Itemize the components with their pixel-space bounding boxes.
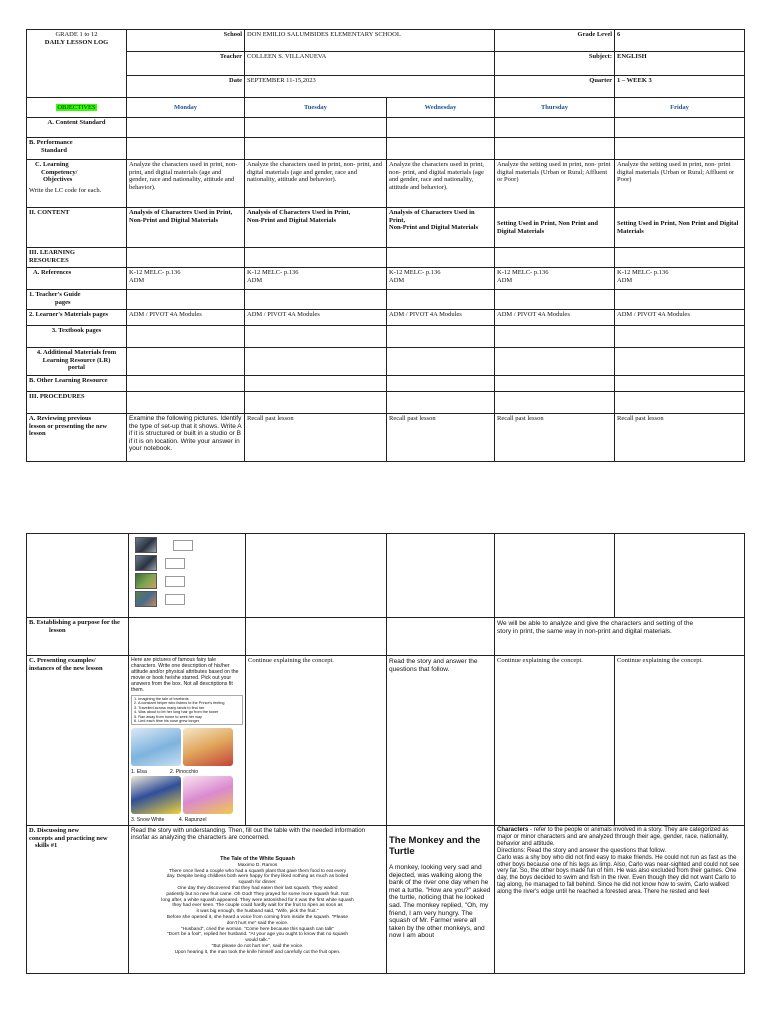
content-thursday: Setting Used in Print, Non Print and Digital Materials <box>495 208 615 248</box>
elsa-picture <box>131 728 181 766</box>
discussing-l3: skills #1 <box>35 842 58 850</box>
description-box <box>131 695 243 725</box>
box-line: 4. Was about to let her long hair go from the tower <box>134 710 219 715</box>
cell <box>495 138 615 160</box>
row-content: II. CONTENT <box>27 208 127 248</box>
box-line: 6. Lied each time his nose grew longer <box>134 719 200 724</box>
row-reviewing <box>27 414 127 462</box>
cell <box>387 618 495 656</box>
additional-l3: portal <box>68 364 85 372</box>
content-tuesday-l2: Non-Print and Digital Materials <box>247 216 337 224</box>
row-performance-standard <box>27 138 127 160</box>
day-friday: Friday <box>615 98 745 118</box>
ref-l2: ADM <box>617 276 633 284</box>
competency-thursday: Analyze the setting used in print, non- print digital materials (Urban or Rural; Affluent or Poor) <box>495 160 615 208</box>
day-monday: Monday <box>127 98 245 118</box>
cell <box>245 376 387 392</box>
reviewing-friday: Recall past lesson <box>615 414 745 462</box>
cell <box>495 118 615 138</box>
ref-l1: K-12 MELC- p.136 <box>617 269 669 276</box>
thu-directions: Directions: Read the story and answer the questions that follow. <box>497 847 667 854</box>
presenting-friday: Continue explaining the concept. <box>615 656 745 826</box>
learning-resources-l2: RESOURCES <box>29 256 69 264</box>
reviewing-l3: lesson <box>29 430 46 438</box>
references-monday <box>127 268 245 290</box>
cell <box>387 118 495 138</box>
cell <box>495 392 615 414</box>
discussing-intro: Read the story with understanding. Then, fill out the table with the needed information insofar as analyzing the characters are concerned. <box>131 827 366 841</box>
cell <box>127 348 245 376</box>
cell <box>246 618 387 656</box>
cell <box>245 392 387 414</box>
setup-photo-4 <box>135 591 157 607</box>
row-procedures: III. PROCEDURES <box>27 392 127 414</box>
cell <box>27 534 129 618</box>
daily-lesson-log-continuation <box>26 533 745 974</box>
row-teachers-guide <box>27 290 127 310</box>
cell <box>127 138 245 160</box>
learners-materials-wednesday: ADM / PIVOT 4A Modules <box>387 310 495 326</box>
wed-story-title: The Monkey and the Turtle <box>389 835 481 857</box>
cell <box>245 326 387 348</box>
learners-materials-friday: ADM / PIVOT 4A Modules <box>615 310 745 326</box>
snow-white-picture <box>131 776 181 814</box>
answer-box <box>173 540 193 551</box>
rapunzel-picture <box>183 776 233 814</box>
ref-l2: ADM <box>247 276 263 284</box>
ref-l2: ADM <box>497 276 513 284</box>
learning-resources-l1: III. LEARNING <box>29 249 75 256</box>
cell <box>495 326 615 348</box>
competency-note: Write the LC code for each. <box>29 186 102 194</box>
box-line: 3. Travelled across many lands to find her <box>134 705 205 710</box>
answer-box <box>165 594 185 605</box>
day-tuesday: Tuesday <box>245 98 387 118</box>
story-line: There once lived a couple who had a squash plant that gave them food to eat every <box>168 868 347 874</box>
story-line: day. Despite being childless both were happy for they liked nothing as much as boiled <box>166 874 349 880</box>
cell <box>615 392 745 414</box>
purpose-l2: lesson <box>49 626 66 634</box>
purpose-text-l1: We will be able to analyze and give the characters and setting of the <box>497 620 694 627</box>
cell <box>387 248 495 268</box>
references-wednesday <box>387 268 495 290</box>
log-title: DAILY LESSON LOG <box>44 38 109 46</box>
cell <box>615 248 745 268</box>
learners-materials-tuesday: ADM / PIVOT 4A Modules <box>245 310 387 326</box>
cell <box>495 534 615 618</box>
story-line: "But please do not hurt me", said the voice. <box>211 943 304 949</box>
competency-label-2: Competency/ <box>41 168 78 176</box>
quarter-value: 1 – WEEK 3 <box>615 76 745 98</box>
learners-materials-monday: ADM / PIVOT 4A Modules <box>127 310 245 326</box>
reviewing-l1: A. Reviewing previous <box>29 415 92 422</box>
learners-materials-thursday: ADM / PIVOT 4A Modules <box>495 310 615 326</box>
subject-label: Subject: <box>495 52 615 76</box>
presenting-l2: instances of the new lesson <box>29 664 103 672</box>
row-textbook: 3. Textbook pages <box>27 326 127 348</box>
cell <box>127 326 245 348</box>
reviewing-thursday: Recall past lesson <box>495 414 615 462</box>
toon-labels-row2 <box>131 817 243 823</box>
story-line: it was big enough, the husband said, "Wife, pick the fruit." <box>196 909 319 915</box>
story-line: "Husband", cried the woman. "Come here because this squash can talk" <box>180 926 335 932</box>
cell <box>615 376 745 392</box>
cell <box>387 290 495 310</box>
purpose-text-l2: story in print, the same way in non-print and digital materials. <box>497 627 672 635</box>
toon-label: 3. Snow White <box>131 816 165 823</box>
presenting-tuesday: Continue explaining the concept. <box>246 656 387 826</box>
cell <box>127 248 245 268</box>
pinocchio-picture <box>183 728 233 766</box>
box-line: 1. Imagining the tale of lovebirds <box>134 697 189 701</box>
cell <box>245 248 387 268</box>
cell <box>387 376 495 392</box>
story-line: don't hurt me" said the voice. <box>226 920 289 926</box>
story-author: Maximo D. Ramos <box>237 862 278 868</box>
setup-photo-2 <box>135 555 157 571</box>
grade-level-value: 6 <box>615 30 745 52</box>
teacher-value: COLLEEN S. VILLANUEVA <box>245 52 495 76</box>
answer-box <box>165 558 185 569</box>
story-line: One day they discovered that they had eaten their last squash. They waited <box>177 885 338 891</box>
discussing-wednesday <box>387 826 495 974</box>
content-wednesday <box>387 208 495 248</box>
row-purpose <box>27 618 129 656</box>
reviewing-monday: Examine the following pictures. Identify the type of set-up that it shows. Write A if it is structured or built in a studio or B if it is on location. Write your answer in your notebook. <box>127 414 245 462</box>
discussing-thursday <box>495 826 745 974</box>
objectives-header <box>27 98 127 118</box>
cell <box>387 392 495 414</box>
reviewing-l2: lesson or presenting the new <box>29 422 108 430</box>
grade-range: GRADE 1 to 12 <box>55 31 98 38</box>
teacher-label: Teacher <box>127 52 245 76</box>
cell <box>495 376 615 392</box>
references-thursday <box>495 268 615 290</box>
story-line: patiently but no new fruit came. Oh God! They prayed for some more squash fruit. Not <box>166 891 349 897</box>
toon-label: 1. Elsa <box>131 769 147 776</box>
cell <box>127 392 245 414</box>
discussing-monday <box>129 826 387 974</box>
school-value: DON EMILIO SALUMBIDES ELEMENTARY SCHOOL <box>245 30 495 52</box>
objectives-label: OBJECTIVES <box>57 103 96 111</box>
picture-row <box>135 573 243 589</box>
cell <box>387 138 495 160</box>
ref-l1: K-12 MELC- p.136 <box>129 269 181 276</box>
story-line: squash for dinner. <box>238 880 277 886</box>
row-other-resource: B. Other Learning Resource <box>27 376 127 392</box>
content-friday: Setting Used in Print, Non Print and Digital Materials <box>615 208 745 248</box>
characters-definition: - refer to the people or animals involved in a story. They are categorized as major or minor characters and are analyzed through their age, gender, race, nationality, behavior and attitude. <box>497 827 729 847</box>
story-line: long after, a white squash appeared. They were astonished for it was the first white squash <box>161 897 354 903</box>
grade-level-label: Grade Level <box>495 30 615 52</box>
cell <box>245 118 387 138</box>
toon-label: 4. Rapunzel <box>178 816 207 823</box>
cell <box>127 118 245 138</box>
ref-l1: K-12 MELC- p.136 <box>497 269 549 276</box>
answer-box <box>165 576 185 587</box>
subject-value: ENGLISH <box>615 52 745 76</box>
cell <box>245 138 387 160</box>
presenting-l1: C. Presenting examples/ <box>29 657 96 664</box>
story-line: they had ever seen. The couple could hardly wait for the fruit to ripen as soon as <box>172 903 343 909</box>
box-line: 5. Ran away from home to seek her way <box>134 714 202 719</box>
row-learners-materials: 2. Learner's Materials pages <box>27 310 127 326</box>
row-presenting <box>27 656 129 826</box>
wed-story-text: A monkey, looking very sad and dejected, was walking along the bank of the river one day when he met a turtle. "How are you?" asked the turtle, noticing that he looked sad. The monkey replied, "Oh, my friend, I am very hungry. The squash of Mr. Farmer were all taken by the other monkeys, and now I am about <box>389 864 491 940</box>
quarter-label: Quarter <box>495 76 615 98</box>
ref-l1: K-12 MELC- p.136 <box>389 269 441 276</box>
purpose-l1: B. Establishing a purpose for the <box>29 619 120 626</box>
additional-l2: Learning Resource (LR) <box>42 356 111 364</box>
additional-l1: 4. Additional Materials from <box>36 349 117 356</box>
cell <box>127 290 245 310</box>
cell <box>615 290 745 310</box>
day-wednesday: Wednesday <box>387 98 495 118</box>
teachers-guide-l1: 1. Teacher's Guide <box>29 291 81 298</box>
character-pictures <box>131 727 243 822</box>
row-discussing <box>27 826 129 974</box>
characters-term: Characters <box>497 827 529 833</box>
row-additional-materials <box>27 348 127 376</box>
date-label: Date <box>127 76 245 98</box>
content-monday <box>127 208 245 248</box>
presenting-thursday: Continue explaining the concept. <box>495 656 615 826</box>
presenting-monday <box>129 656 246 826</box>
ref-l2: ADM <box>389 276 405 284</box>
day-thursday: Thursday <box>495 98 615 118</box>
competency-label-1: C. Learning <box>35 161 69 168</box>
reviewing-tuesday: Recall past lesson <box>245 414 387 462</box>
story-line: Before she opened it, she heard a voice from coming from inside the squash. "Please <box>166 914 349 920</box>
setup-photo-1 <box>135 537 157 553</box>
presenting-monday-text: Here are pictures of famous fairy tale characters. Write one description of his/her attitude and/or physical attributes based on the movie or book he/she starred. Pick out your answers from the box. Not all descriptions fit them. <box>131 657 239 693</box>
thu-story: Carlo was a shy boy who did not find easy to make friends. He could not run as fast as the other boys because one of his legs as limp. Also, Carlo was near-sighted and could not see very far. So, the other boys made fun of him. He was also excluded from their games. One day, the boys decided to swim and fish in the river. Even though they did not want Carlo to tag along, he managed to fall behind. Since he did not know how to swim, Carlo walked along the river's edge until he reached a forested area. There he rested and feel <box>497 854 740 896</box>
cell <box>495 290 615 310</box>
cell <box>495 248 615 268</box>
picture-row <box>135 537 243 553</box>
row-content-standard: A. Content Standard <box>27 118 127 138</box>
competency-wednesday: Analyze the characters used in print, non- print, and digital materials (age and gender, race and nationality, attitude and behavior). <box>387 160 495 208</box>
cell <box>615 348 745 376</box>
purpose-text <box>495 618 745 656</box>
cell <box>129 618 246 656</box>
cell <box>246 534 387 618</box>
cell <box>245 348 387 376</box>
picture-row <box>135 591 243 607</box>
story-title: The Tale of the White Squash <box>220 856 295 862</box>
cell <box>245 290 387 310</box>
ref-l1: K-12 MELC- p.136 <box>247 269 299 276</box>
box-line: 2. A constant helper who listens to the Prince's feeling <box>134 701 225 706</box>
cell <box>127 376 245 392</box>
discussing-l1: D. Discussing new <box>29 827 80 834</box>
story-line: Upon hearing it, the man took the knife himself and carefully cut the fruit open. <box>174 949 341 955</box>
performance-label-1: B. Performance <box>29 139 73 146</box>
cell <box>387 534 495 618</box>
cell <box>387 348 495 376</box>
cell <box>615 326 745 348</box>
content-wednesday-l2: Non-Print and Digital Materials <box>389 224 479 232</box>
competency-label-3: Objectives <box>43 176 73 184</box>
date-value: SEPTEMBER 11-15,2023 <box>245 76 495 98</box>
row-references: A. References <box>27 268 127 290</box>
references-friday <box>615 268 745 290</box>
cell <box>615 534 745 618</box>
content-tuesday <box>245 208 387 248</box>
content-monday-l2: Non-Print and Digital Materials <box>129 216 219 224</box>
story-line: would talk." <box>245 938 270 944</box>
competency-tuesday: Analyze the characters used in print, non- print, and digital materials (age and gender, race and nationality, attitude and behavior). <box>245 160 387 208</box>
competency-monday: Analyze the characters used in print, non- print, and digital materials (age and gender, race and nationality, attitude and behavior). <box>127 160 245 208</box>
setup-photo-3 <box>135 573 157 589</box>
content-monday-l1: Analysis of Characters Used in Print, <box>129 209 233 216</box>
teachers-guide-l2: pages <box>55 298 71 306</box>
performance-label-2: Standard <box>41 146 68 154</box>
cell <box>615 118 745 138</box>
row-competency <box>27 160 127 208</box>
content-wednesday-l1: Analysis of Characters Used in Print, <box>389 209 475 224</box>
discussing-l2: concepts and practicing new <box>29 834 108 842</box>
daily-lesson-log-table <box>26 29 745 462</box>
school-label: School <box>127 30 245 52</box>
ref-l2: ADM <box>129 276 145 284</box>
dll-title-cell <box>27 30 127 98</box>
toon-label: 2. Pinocchio <box>169 769 199 776</box>
picture-row <box>135 555 243 571</box>
story-line: "Don't be a fool", replied her husband. "At your age you ought to know that no squash <box>166 932 349 938</box>
references-tuesday <box>245 268 387 290</box>
competency-friday: Analyze the setting used in print, non- print digital materials (Urban or Rural; Affluent or Poor) <box>615 160 745 208</box>
cell <box>615 138 745 160</box>
cell <box>387 326 495 348</box>
thu-characters-def <box>497 827 742 848</box>
content-tuesday-l1: Analysis of Characters Used in Print, <box>247 209 351 216</box>
pictures-monday <box>129 534 246 618</box>
row-learning-resources <box>27 248 127 268</box>
presenting-wednesday: Read the story and answer the questions that follow. <box>387 656 495 826</box>
toon-labels-row1 <box>131 769 243 775</box>
reviewing-wednesday: Recall past lesson <box>387 414 495 462</box>
cell <box>495 348 615 376</box>
